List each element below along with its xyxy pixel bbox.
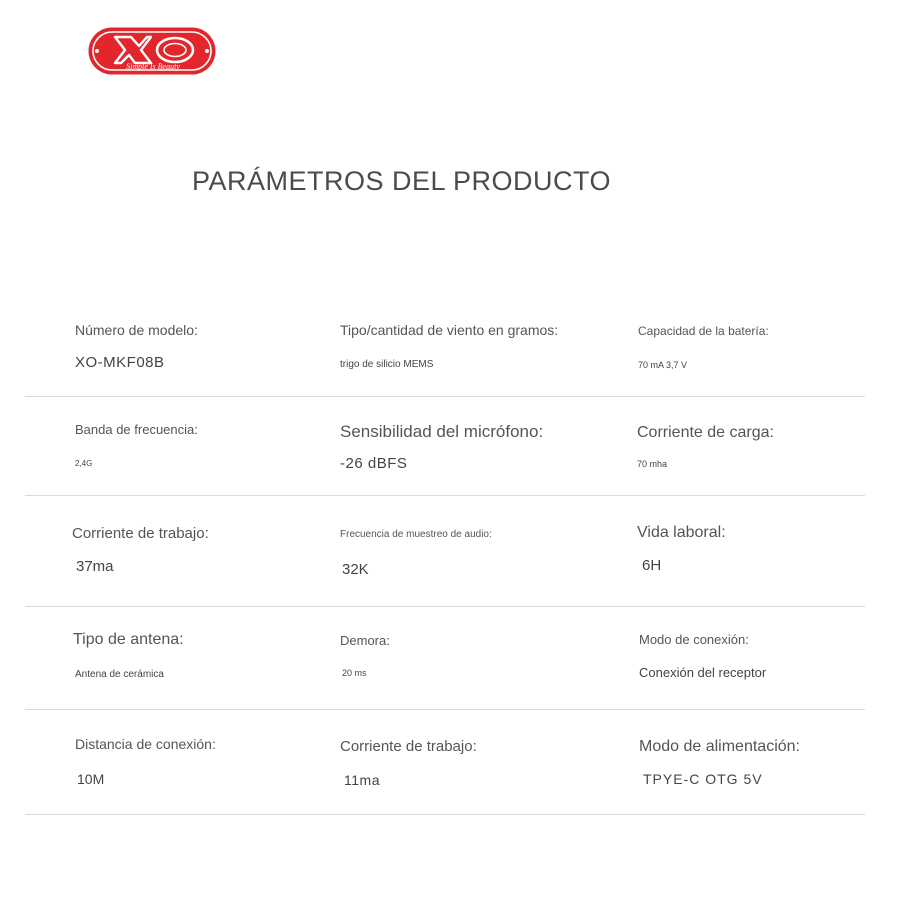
spec-cell xyxy=(75,422,198,468)
spec-label: Vida laboral: xyxy=(637,524,726,541)
spec-label: Demora: xyxy=(340,633,390,648)
spec-value: 6H xyxy=(642,557,662,574)
brand-slogan: Simple Is Beauty xyxy=(126,62,180,71)
spec-cell xyxy=(340,322,558,370)
spec-label: Capacidad de la batería: xyxy=(638,324,769,338)
spec-cell xyxy=(639,738,800,787)
page-title: PARÁMETROS DEL PRODUCTO xyxy=(192,166,612,196)
spec-cell xyxy=(75,322,198,371)
spec-label: Frecuencia de muestreo de audio: xyxy=(340,529,492,540)
spec-cell xyxy=(75,736,216,787)
spec-cell xyxy=(637,524,726,574)
spec-row xyxy=(25,496,865,607)
spec-row xyxy=(25,607,865,710)
spec-value: Conexión del receptor xyxy=(639,665,767,680)
spec-value: Antena de cerámica xyxy=(75,669,164,680)
brand-logo xyxy=(87,26,217,76)
spec-value: trigo de silicio MEMS xyxy=(340,359,434,370)
spec-row xyxy=(25,710,865,815)
spec-cell xyxy=(73,631,184,680)
spec-row xyxy=(25,300,865,397)
spec-value: XO-MKF08B xyxy=(75,354,165,371)
spec-label: Corriente de trabajo: xyxy=(72,525,209,542)
spec-cell xyxy=(639,632,766,680)
spec-value: TPYE-C OTG 5V xyxy=(643,771,763,787)
spec-value: 70 mha xyxy=(637,459,668,469)
spec-label: Número de modelo: xyxy=(75,322,198,338)
spec-cell xyxy=(72,525,209,575)
spec-value: 32K xyxy=(342,561,369,578)
spec-value: 11ma xyxy=(344,772,380,788)
spec-label: Corriente de carga: xyxy=(637,424,774,441)
spec-label: Tipo/cantidad de viento en gramos: xyxy=(340,322,559,338)
spec-table xyxy=(25,300,865,815)
spec-value: 70 mA 3,7 V xyxy=(638,360,688,370)
spec-cell xyxy=(637,424,774,469)
xo-logo-icon xyxy=(87,26,217,76)
spec-value: 2,4G xyxy=(75,459,93,468)
spec-value: -26 dBFS xyxy=(340,455,408,472)
spec-value: 37ma xyxy=(76,558,114,575)
spec-value: 10M xyxy=(77,771,105,787)
spec-cell xyxy=(340,738,477,788)
spec-cell xyxy=(340,422,543,472)
spec-label: Tipo de antena: xyxy=(73,631,184,648)
spec-label: Modo de conexión: xyxy=(639,632,749,647)
spec-label: Banda de frecuencia: xyxy=(75,422,198,437)
spec-row xyxy=(25,397,865,496)
spec-cell xyxy=(340,529,492,578)
spec-value: 20 ms xyxy=(342,668,367,678)
spec-label: Corriente de trabajo: xyxy=(340,738,477,755)
spec-label: Modo de alimentación: xyxy=(639,738,800,755)
spec-label: Sensibilidad del micrófono: xyxy=(340,422,544,441)
spec-cell xyxy=(638,324,769,370)
spec-cell xyxy=(340,633,390,678)
spec-label: Distancia de conexión: xyxy=(75,736,216,752)
